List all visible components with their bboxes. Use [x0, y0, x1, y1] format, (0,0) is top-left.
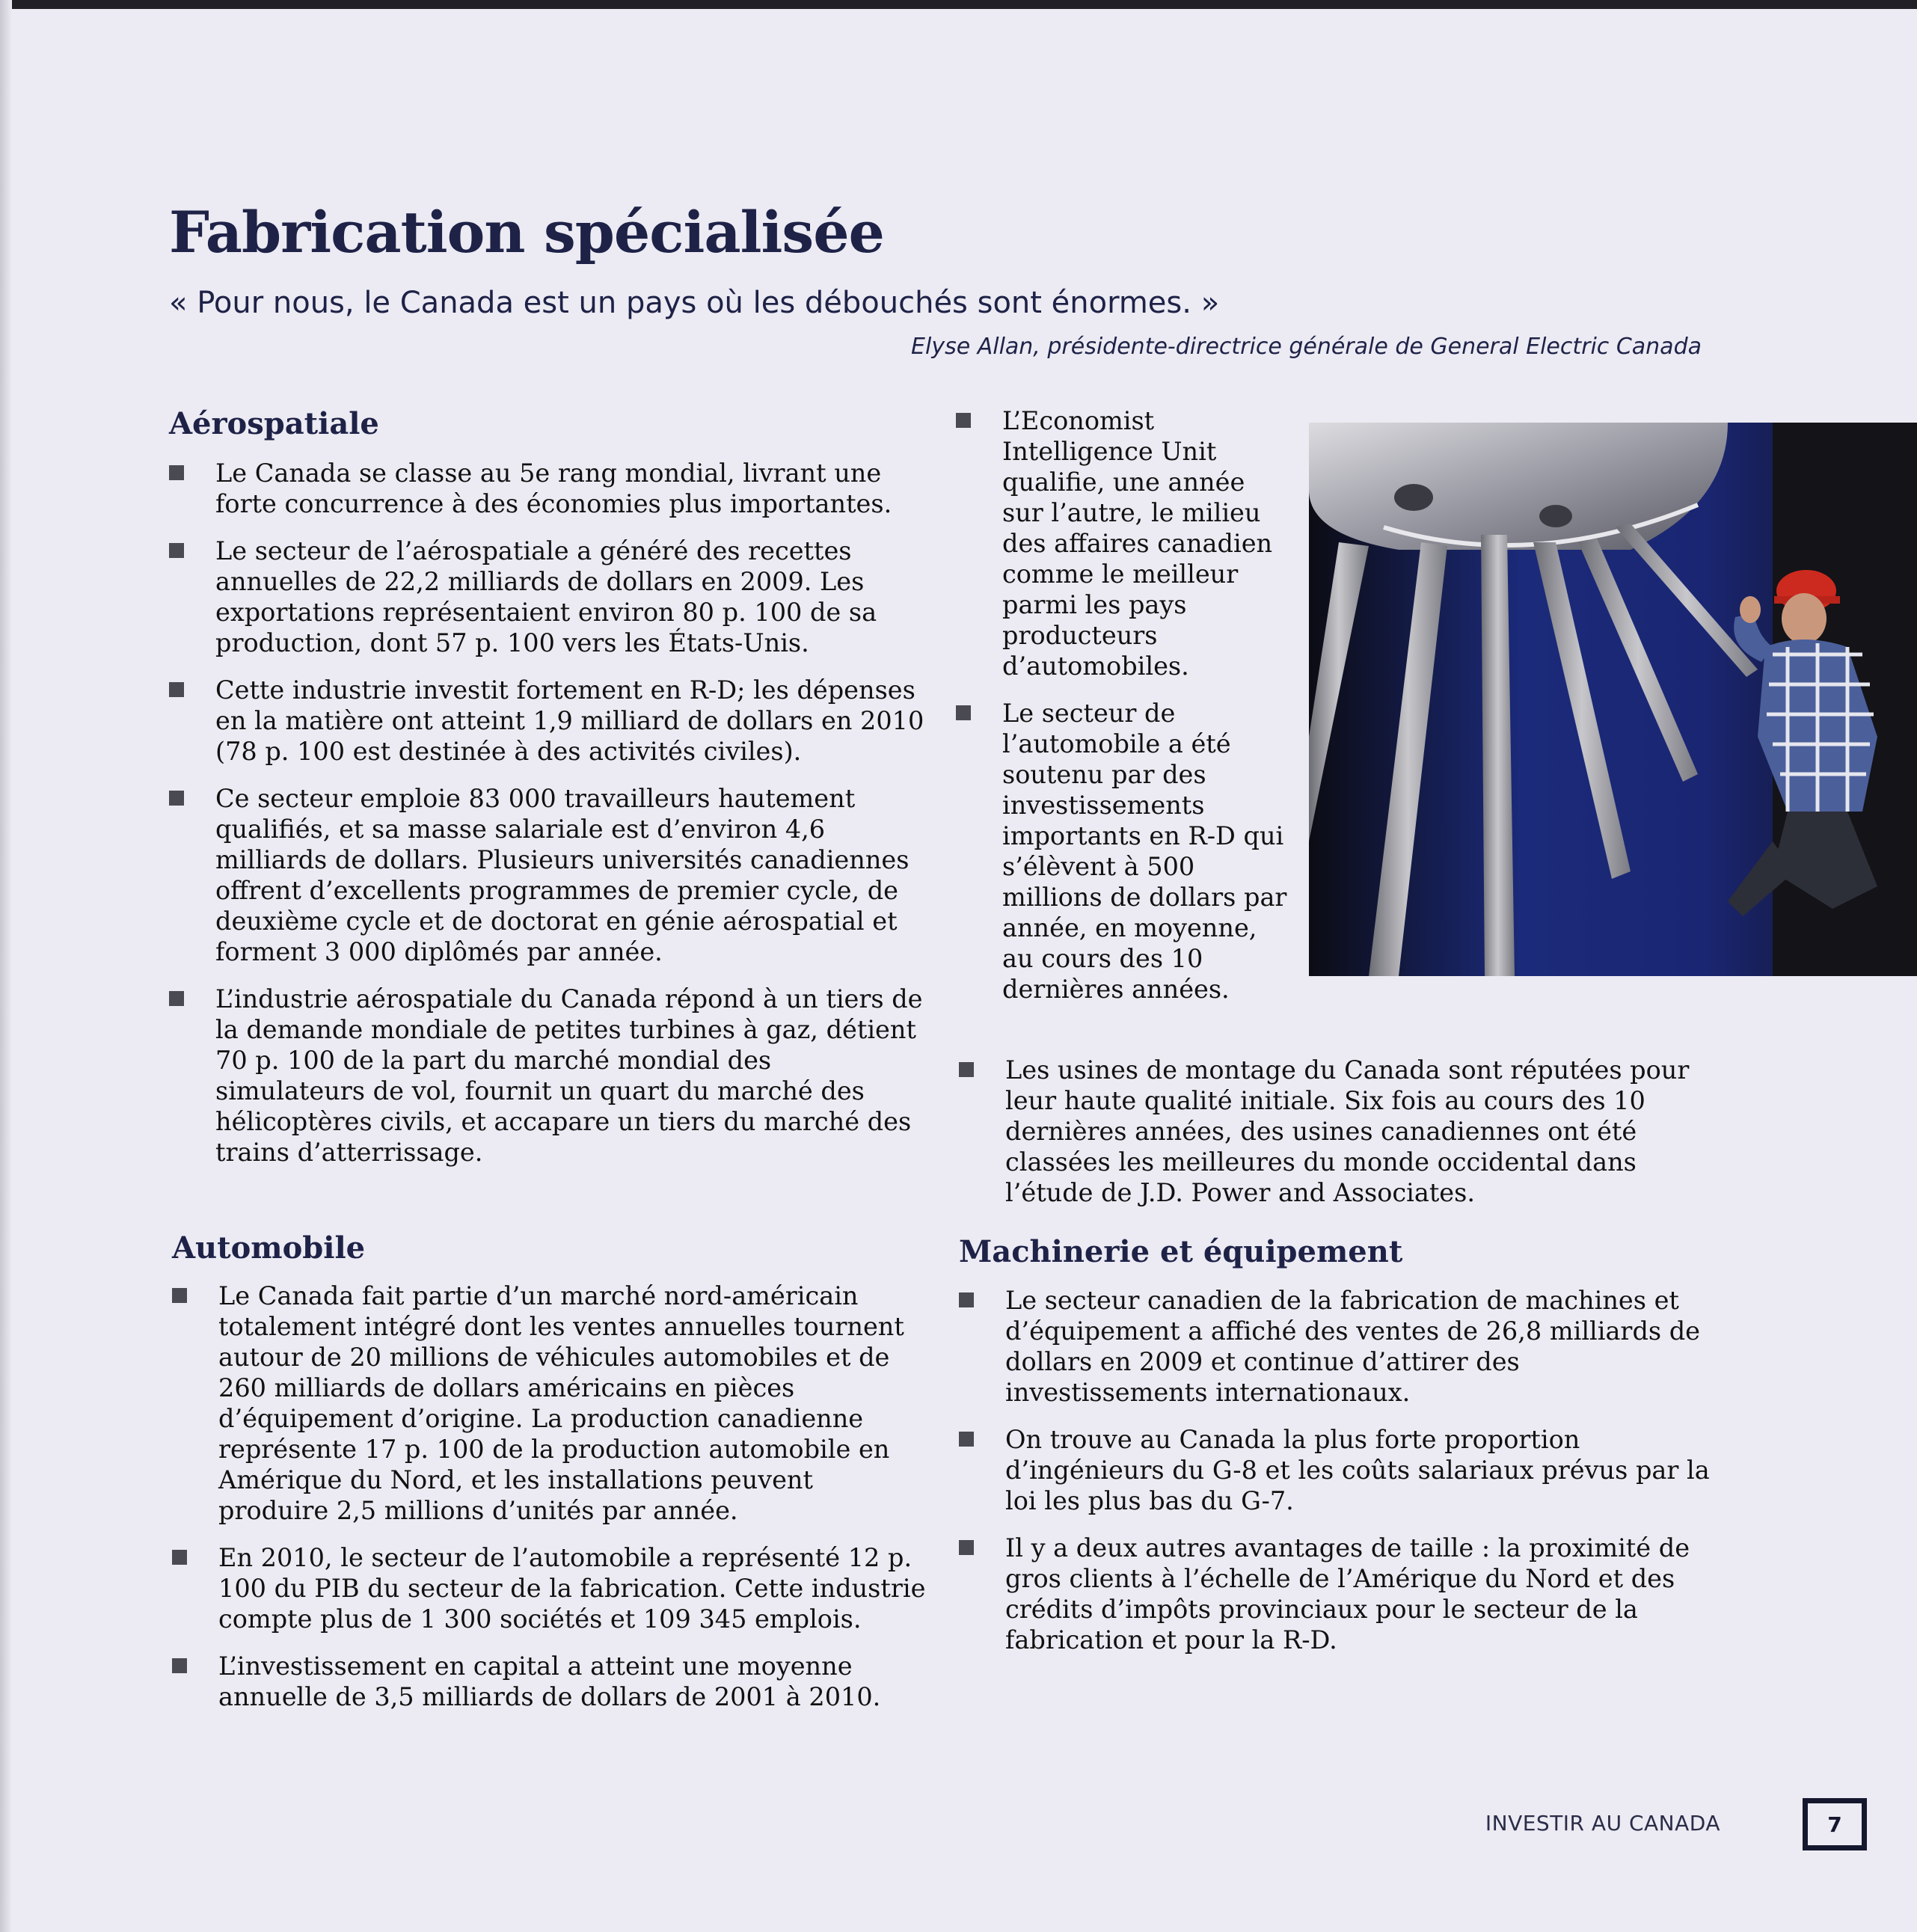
list-item: Il y a deux autres avantages de taille : la proximité de gros clients à l’échelle de l’Amérique du Nord et des crédits d’impôts provinciaux pour le secteur de la fabrication et pour la R-D.: [959, 1533, 1714, 1655]
bullet-square-icon: [172, 1550, 187, 1565]
bullet-square-icon: [172, 1658, 187, 1673]
automobile-list-continued: [956, 405, 1292, 1021]
bullet-square-icon: [169, 465, 184, 480]
bullet-square-icon: [169, 543, 184, 558]
aerospatiale-list: [169, 458, 924, 1184]
page-number: 7: [1803, 1798, 1867, 1850]
list-item: On trouve au Canada la plus forte proportion d’ingénieurs du G-8 et les coûts salariaux prévus par la loi les plus bas du G-7.: [959, 1424, 1714, 1516]
binding-edge: [0, 0, 12, 1932]
section-heading-machinerie: Machinerie et équipement: [959, 1234, 1403, 1269]
list-item: Le secteur de l’aérospatiale a généré des recettes annuelles de 22,2 milliards de dollars en 2009. Les exportations représentaient environ 80 p. 100 de sa production, dont 57 p. 100 vers les États-Unis.: [169, 536, 924, 658]
list-item: Ce secteur emploie 83 000 travailleurs hautement qualifiés, et sa masse salariale est d’environ 4,6 milliards de dollars. Plusieurs universités canadiennes offrent d’excellents programmes de premier cycle, de deuxième cycle et de doctorat en génie aérospatial et forment 3 000 diplômés par année.: [169, 783, 924, 967]
bullet-square-icon: [169, 991, 184, 1006]
bullet-square-icon: [172, 1288, 187, 1303]
list-item: L’investissement en capital a atteint une moyenne annuelle de 3,5 milliards de dollars de 2001 à 2010.: [172, 1651, 927, 1712]
section-heading-automobile: Automobile: [172, 1230, 366, 1266]
list-item: Le secteur de l’automobile a été soutenu par des investissements importants en R-D qui s’élèvent à 500 millions de dollars par année, en moyenne, au cours des 10 dernières années.: [956, 698, 1292, 1005]
list-item: Cette industrie investit fortement en R-D; les dépenses en la matière ont atteint 1,9 milliard de dollars en 2010 (78 p. 100 est destinée à des activités civiles).: [169, 675, 924, 767]
bullet-square-icon: [956, 705, 971, 720]
top-edge: [0, 0, 1917, 9]
footer-publication-title: INVESTIR AU CANADA: [1485, 1811, 1720, 1836]
pull-quote: « Pour nous, le Canada est un pays où les débouchés sont énormes. »: [169, 286, 1220, 320]
list-item: Le Canada se classe au 5e rang mondial, livrant une forte concurrence à des économies plus importantes.: [169, 458, 924, 519]
list-item: Les usines de montage du Canada sont réputées pour leur haute qualité initiale. Six fois au cours des 10 dernières années, des usines canadiennes ont été classées les meilleures du monde occidental dans l’étude de J.D. Power and Associates.: [959, 1055, 1714, 1208]
bullet-square-icon: [959, 1540, 974, 1555]
list-item: Le Canada fait partie d’un marché nord-américain totalement intégré dont les ventes annuelles tournent autour de 20 millions de véhicules automobiles et de 260 milliards de dollars américains en pièces d’équipement d’origine. La production canadienne représente 17 p. 100 de la production automobile en Amérique du Nord, et les installations peuvent produire 2,5 millions d’unités par année.: [172, 1281, 927, 1526]
list-item: En 2010, le secteur de l’automobile a représenté 12 p. 100 du PIB du secteur de la fabrication. Cette industrie compte plus de 1 300 sociétés et 109 345 emplois.: [172, 1542, 927, 1634]
bullet-square-icon: [959, 1292, 974, 1307]
bullet-square-icon: [169, 682, 184, 697]
turbine-worker-photo: [1309, 423, 1917, 976]
bullet-square-icon: [956, 413, 971, 428]
machinerie-list: [959, 1285, 1714, 1672]
quote-attribution: Elyse Allan, présidente-directrice générale de General Electric Canada: [911, 334, 1702, 360]
list-item: Le secteur canadien de la fabrication de machines et d’équipement a affiché des ventes de 26,8 milliards de dollars en 2009 et continue d’attirer des investissements internationaux.: [959, 1285, 1714, 1408]
automobile-list-wide: [959, 1055, 1714, 1224]
bullet-square-icon: [959, 1062, 974, 1077]
list-item: L’Economist Intelligence Unit qualifie, une année sur l’autre, le milieu des affaires canadien comme le meilleur parmi les pays producteurs d’automobiles.: [956, 405, 1292, 681]
bullet-square-icon: [169, 791, 184, 806]
automobile-list: [172, 1281, 927, 1729]
page-title: Fabrication spécialisée: [169, 199, 884, 266]
section-heading-aerospatiale: Aérospatiale: [169, 406, 379, 441]
list-item: L’industrie aérospatiale du Canada répond à un tiers de la demande mondiale de petites turbines à gaz, détient 70 p. 100 de la part du marché mondial des simulateurs de vol, fournit un quart du marché des hélicoptères civils, et accapare un tiers du marché des trains d’atterrissage.: [169, 984, 924, 1168]
bullet-square-icon: [959, 1432, 974, 1447]
